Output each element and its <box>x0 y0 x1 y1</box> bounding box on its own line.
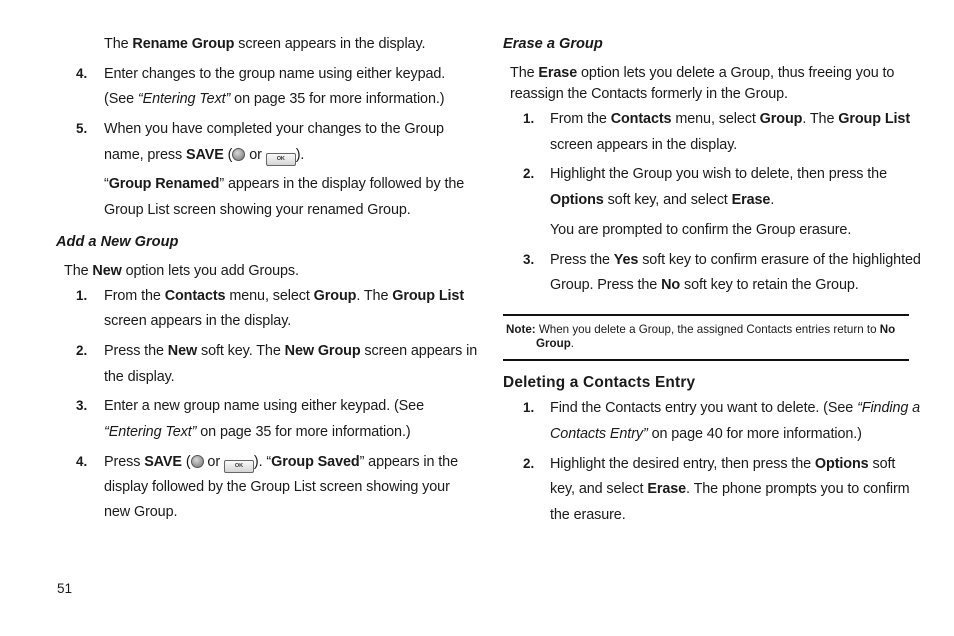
link-entering-text: “Entering Text” <box>104 424 197 440</box>
step-4-line-2: (See “Entering Text” on page 35 for more information.) <box>104 91 445 107</box>
add-step-2-line-2: the display. <box>104 369 175 385</box>
page-number: 51 <box>57 581 73 596</box>
rename-group-intro: The Rename Group screen appears in the display. <box>104 36 426 52</box>
step-5-line-2: name, press SAVE ( or OK ). <box>104 146 304 166</box>
group-renamed-line-2: Group List screen showing your renamed Group. <box>104 202 411 218</box>
nav-key-icon <box>232 148 245 161</box>
erase-step-2-line-1: Highlight the Group you wish to delete, then press the <box>550 166 887 182</box>
note-bottom-rule <box>503 359 909 361</box>
link-entering-text: “Entering Text” <box>137 91 231 107</box>
note-label: Note: <box>506 323 536 336</box>
erase-group-heading: Erase a Group <box>503 36 603 52</box>
note-line-1: Note: When you delete a Group, the assigned Contacts entries return to No <box>506 323 896 336</box>
step-number: 2. <box>523 166 535 181</box>
erase-step-3-line-2: Group. Press the No soft key to retain the Group. <box>550 277 859 293</box>
delete-step-2-line-3: the erasure. <box>550 507 626 523</box>
add-step-3-line-2: “Entering Text” on page 35 for more information.) <box>104 424 411 440</box>
step-number: 3. <box>76 398 88 413</box>
add-step-1-line-1: From the Contacts menu, select Group. The Group List <box>104 288 465 304</box>
ok-key-icon: OK <box>266 153 296 166</box>
add-step-4-line-1: Press SAVE ( or OK ). “Group Saved” appears in the <box>104 453 458 473</box>
step-number: 1. <box>523 400 535 415</box>
delete-step-2-line-2: key, and select Erase. The phone prompts you to confirm <box>550 481 910 497</box>
erase-step-3-line-1: Press the Yes soft key to confirm erasure of the highlighted <box>550 252 921 268</box>
add-group-heading: Add a New Group <box>56 234 179 250</box>
delete-step-2-line-1: Highlight the desired entry, then press the Options soft <box>550 456 896 472</box>
delete-step-1-line-1: Find the Contacts entry you want to delete. (See “Finding a <box>550 400 921 416</box>
step-number: 1. <box>76 288 88 303</box>
nav-key-icon <box>191 455 204 468</box>
step-number: 5. <box>76 121 88 136</box>
erase-step-2-line-3: You are prompted to confirm the Group erasure. <box>550 222 852 238</box>
step-5-line-1: When you have completed your changes to the Group <box>104 121 444 137</box>
ok-key-icon: OK <box>224 460 254 473</box>
delete-step-1-line-2: Contacts Entry” on page 40 for more information.) <box>550 426 862 442</box>
add-step-2-line-1: Press the New soft key. The New Group screen appears in <box>104 343 478 359</box>
step-4-line-1: Enter changes to the group name using either keypad. <box>104 66 446 82</box>
step-number: 1. <box>523 111 535 126</box>
group-renamed-line-1: “Group Renamed” appears in the display followed by the <box>104 176 465 192</box>
erase-step-1-line-1: From the Contacts menu, select Group. The Group List <box>550 111 911 127</box>
note-line-2: Group. <box>536 337 575 350</box>
erase-intro-line-2: reassign the Contacts formerly in the Group. <box>510 86 788 102</box>
step-number: 2. <box>523 456 535 471</box>
step-number: 4. <box>76 66 88 81</box>
add-group-intro: The New option lets you add Groups. <box>64 263 299 279</box>
erase-intro-line-1: The Erase option lets you delete a Group, thus freeing you to <box>510 65 895 81</box>
step-number: 3. <box>523 252 535 267</box>
erase-step-2-line-2: Options soft key, and select Erase. <box>550 192 775 208</box>
deleting-entry-heading: Deleting a Contacts Entry <box>503 374 696 391</box>
erase-step-1-line-2: screen appears in the display. <box>550 137 738 153</box>
add-step-4-line-2: display followed by the Group List screen showing your <box>104 479 450 495</box>
note-top-rule <box>503 314 909 316</box>
add-step-1-line-2: screen appears in the display. <box>104 313 292 329</box>
add-step-3-line-1: Enter a new group name using either keypad. (See <box>104 398 424 414</box>
add-step-4-line-3: new Group. <box>104 504 178 520</box>
step-number: 4. <box>76 454 88 469</box>
step-number: 2. <box>76 343 88 358</box>
